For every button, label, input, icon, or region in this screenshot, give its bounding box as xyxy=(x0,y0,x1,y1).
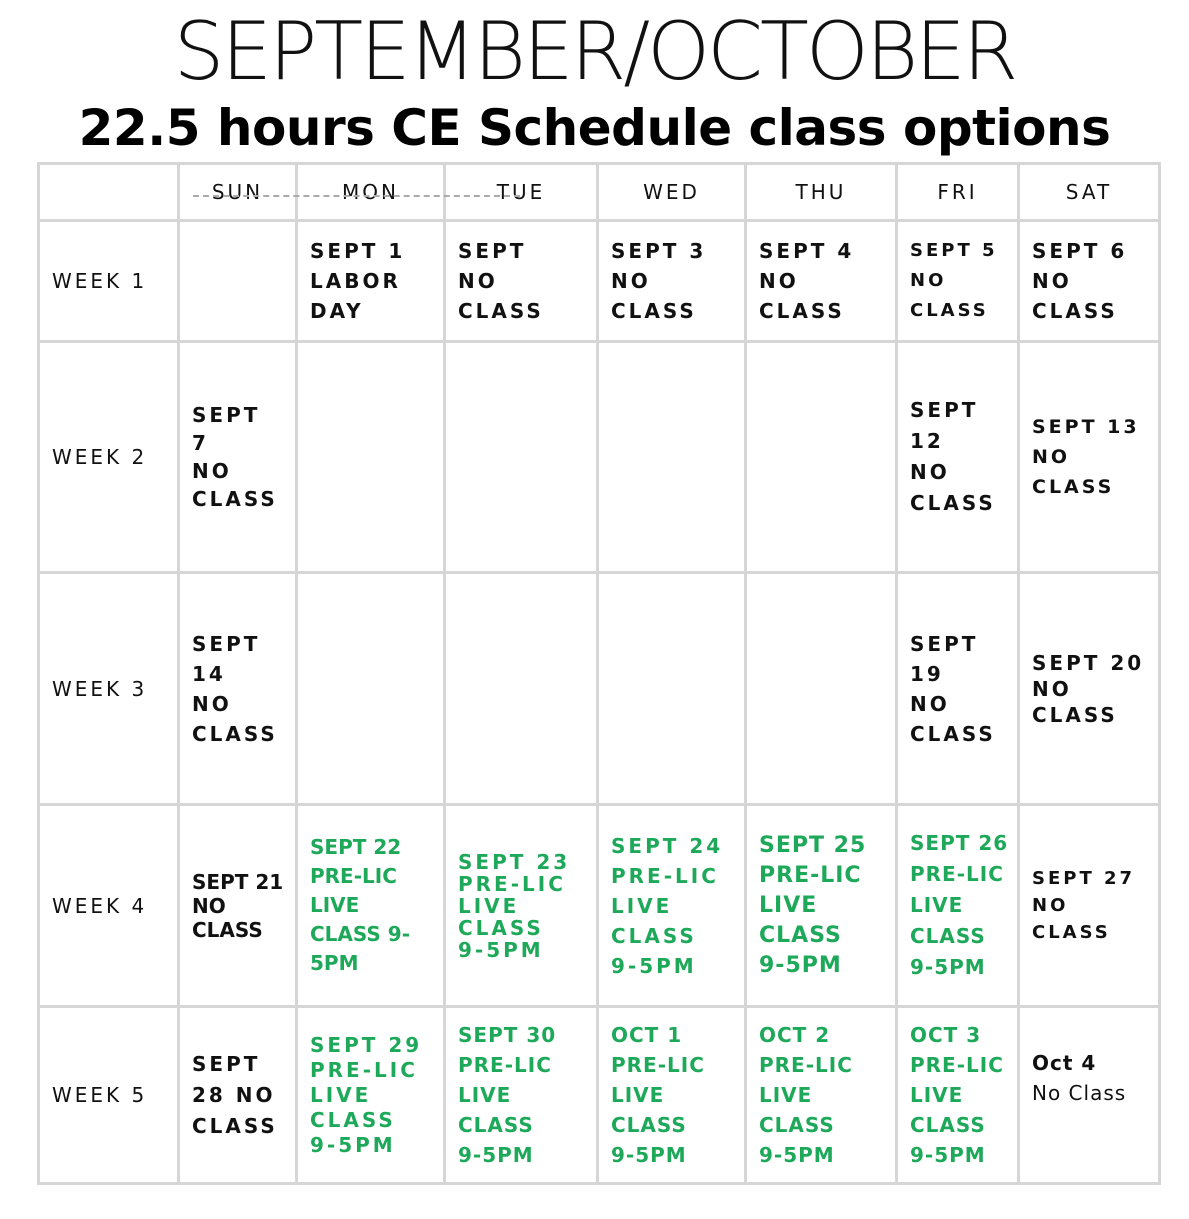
week-label: WEEK 3 xyxy=(39,573,179,805)
day-cell xyxy=(746,573,897,805)
day-cell-text: OCT 1 PRE-LIC LIVE CLASS 9-5PM xyxy=(611,1023,705,1167)
day-cell-text: SEPT 20 NO CLASS xyxy=(1032,650,1145,727)
day-cell-text: SEPT 26 PRE-LIC LIVE CLASS 9-5PM xyxy=(910,831,1009,979)
page-title: SEPTEMBER/OCTOBER xyxy=(173,5,1016,98)
day-cell xyxy=(297,221,445,342)
day-cell xyxy=(297,342,445,573)
week-row xyxy=(39,221,1160,342)
day-cell xyxy=(1019,805,1160,1007)
day-cell-text: SEPT 29 PRE-LIC LIVE CLASS 9-5PM xyxy=(310,1032,423,1157)
calendar-table xyxy=(37,162,1161,1185)
day-header-tue: TUE xyxy=(445,164,598,221)
header-corner xyxy=(39,164,179,221)
week-row xyxy=(39,805,1160,1007)
day-cell-text: SEPT 24 PRE-LIC LIVE CLASS 9-5PM xyxy=(611,833,724,978)
day-cell xyxy=(598,221,746,342)
day-cell-text: SEPT 3 NO CLASS xyxy=(611,239,707,323)
day-cell-text: SEPT 19 NO CLASS xyxy=(910,631,996,746)
day-cell-text: SEPT NO CLASS xyxy=(458,239,544,323)
day-cell-text: Oct 4 No Class xyxy=(1032,1051,1127,1105)
day-cell xyxy=(897,342,1019,573)
day-cell-text: SEPT 7 NO CLASS xyxy=(192,403,278,511)
day-cell-text: OCT 3 PRE-LIC LIVE CLASS 9-5PM xyxy=(910,1023,1004,1167)
oct4-date: Oct 4 xyxy=(1032,1051,1097,1075)
day-cell xyxy=(897,573,1019,805)
day-cell-text: SEPT 28 NO CLASS xyxy=(192,1051,278,1138)
day-cell xyxy=(897,221,1019,342)
day-cell xyxy=(897,805,1019,1007)
day-cell xyxy=(179,1007,297,1184)
day-cell-text: SEPT 21 NO CLASS xyxy=(192,869,284,942)
day-cell xyxy=(598,805,746,1007)
day-cell xyxy=(445,1007,598,1184)
day-cell-text: SEPT 4 NO CLASS xyxy=(759,239,855,323)
day-cell xyxy=(445,805,598,1007)
day-header-sun: SUN xyxy=(179,164,297,221)
day-cell-text: SEPT 5 NO CLASS xyxy=(910,240,998,321)
day-cell xyxy=(598,1007,746,1184)
day-cell xyxy=(1019,573,1160,805)
day-cell xyxy=(897,1007,1019,1184)
day-cell-text: SEPT 12 NO CLASS xyxy=(910,398,996,515)
week-row xyxy=(39,342,1160,573)
day-cell xyxy=(598,342,746,573)
day-cell xyxy=(179,342,297,573)
week-label: WEEK 4 xyxy=(39,805,179,1007)
day-cell xyxy=(1019,221,1160,342)
day-cell xyxy=(179,221,297,342)
week-row xyxy=(39,1007,1160,1184)
day-cell xyxy=(1019,1007,1160,1184)
day-cell xyxy=(297,805,445,1007)
week-label: WEEK 1 xyxy=(39,221,179,342)
week-label: WEEK 2 xyxy=(39,342,179,573)
day-cell-text: SEPT 14 NO CLASS xyxy=(192,631,278,746)
day-cell-text: SEPT 1 LABOR DAY xyxy=(310,239,406,323)
day-cell-text: SEPT 30 PRE-LIC LIVE CLASS 9-5PM xyxy=(458,1023,557,1167)
dashed-divider xyxy=(193,195,520,197)
day-cell-text: SEPT 13 NO CLASS xyxy=(1032,416,1140,498)
day-cell xyxy=(297,573,445,805)
day-cell-text: SEPT 22 PRE-LIC LIVE CLASS 9- 5PM xyxy=(310,835,410,975)
day-header-sat: SAT xyxy=(1019,164,1160,221)
day-cell-text: SEPT 6 NO CLASS xyxy=(1032,239,1128,323)
day-cell xyxy=(179,805,297,1007)
day-cell-text: SEPT 25 PRE-LIC LIVE CLASS 9-5PM xyxy=(759,832,867,978)
day-cell-text: SEPT 23 PRE-LIC LIVE CLASS 9-5PM xyxy=(458,849,571,962)
day-header-fri: FRI xyxy=(897,164,1019,221)
week-label: WEEK 5 xyxy=(39,1007,179,1184)
day-cell xyxy=(746,1007,897,1184)
day-cell xyxy=(746,805,897,1007)
day-cell-text: SEPT 27 NO CLASS xyxy=(1032,868,1136,943)
day-cell xyxy=(1019,342,1160,573)
day-header-mon: MON xyxy=(297,164,445,221)
day-cell xyxy=(445,342,598,573)
day-header-wed: WED xyxy=(598,164,746,221)
header-row xyxy=(39,164,1160,221)
day-header-thu: THU xyxy=(746,164,897,221)
day-cell xyxy=(297,1007,445,1184)
page-subtitle: 22.5 hours CE Schedule class options xyxy=(78,99,1111,157)
day-cell xyxy=(598,573,746,805)
day-cell xyxy=(445,221,598,342)
day-cell-text: OCT 2 PRE-LIC LIVE CLASS 9-5PM xyxy=(759,1023,853,1167)
day-cell xyxy=(746,221,897,342)
day-cell xyxy=(179,573,297,805)
week-row xyxy=(39,573,1160,805)
day-cell xyxy=(746,342,897,573)
day-cell xyxy=(445,573,598,805)
